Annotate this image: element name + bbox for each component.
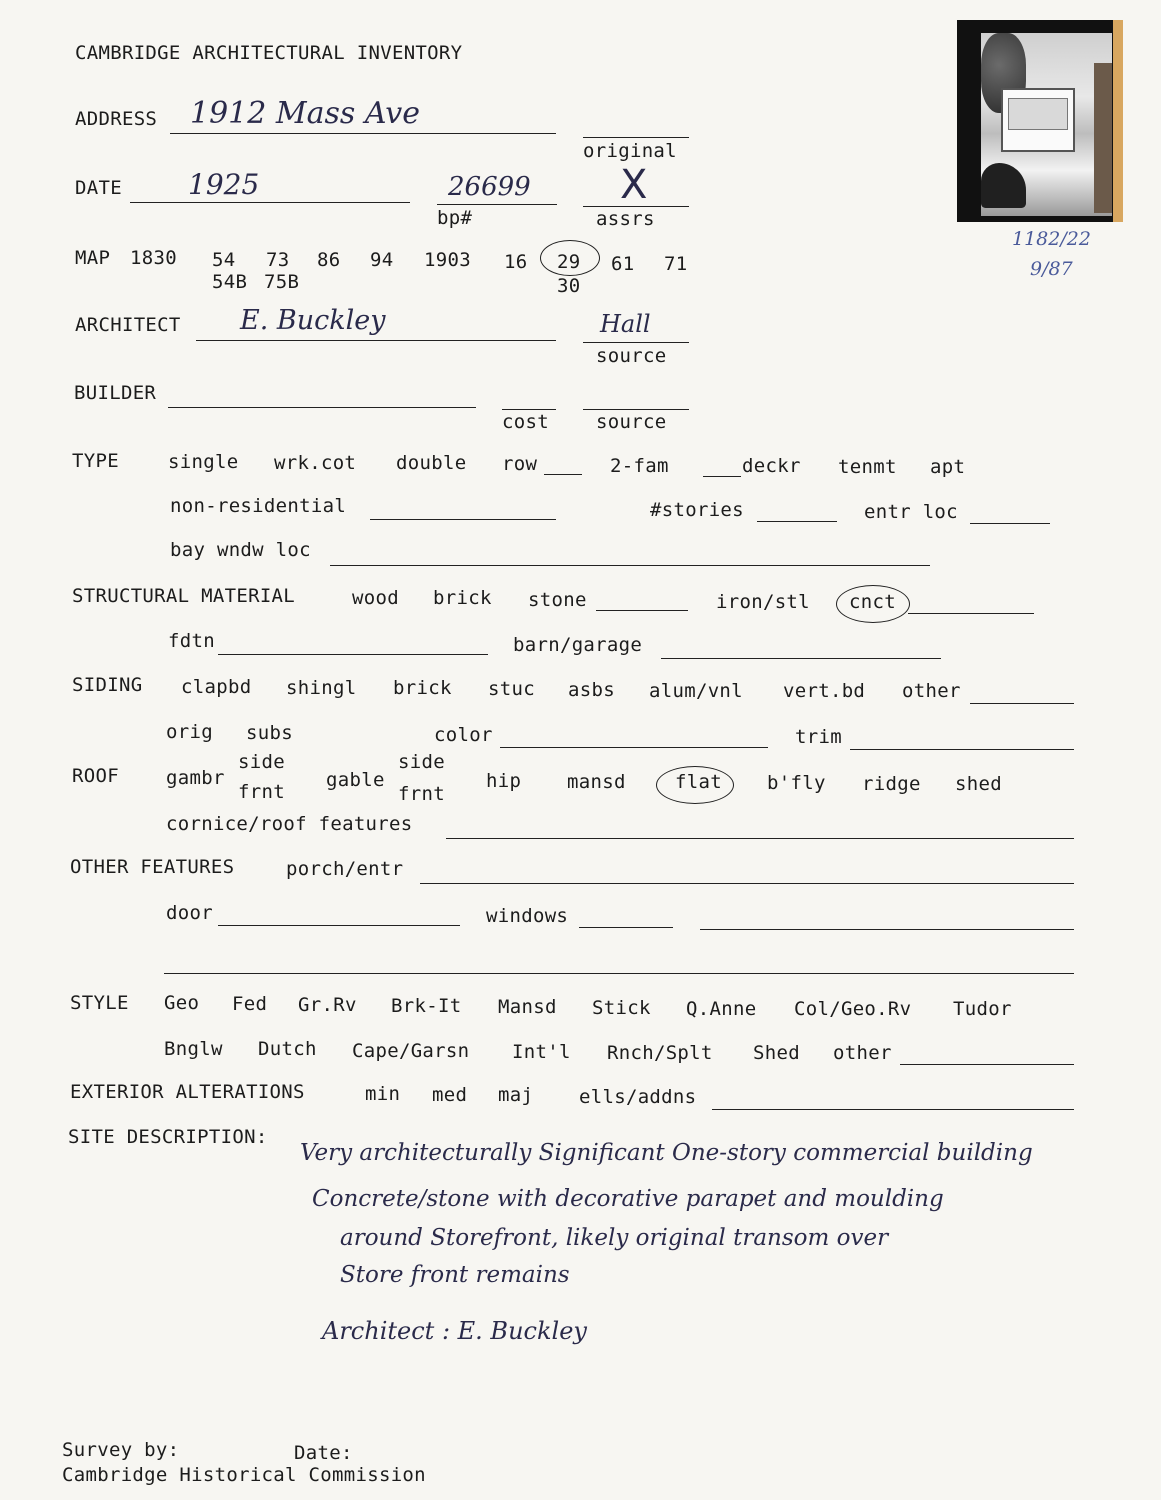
siding-brick: brick — [393, 677, 452, 699]
siding-other-line — [970, 703, 1074, 704]
deckr-line — [703, 476, 741, 477]
type-tenmt: tenmt — [838, 456, 897, 478]
bay-line — [330, 565, 930, 566]
builder-label: BUILDER — [74, 382, 157, 404]
map-year-73: 73 — [266, 249, 290, 271]
style-mansd: Mansd — [498, 996, 557, 1018]
assrs-label: assrs — [596, 208, 655, 230]
color-label: color — [434, 724, 493, 746]
roof-gable-side: side — [398, 751, 445, 773]
barn-line — [661, 658, 941, 659]
roof-label: ROOF — [72, 765, 119, 787]
roof-bfly: b'fly — [767, 772, 826, 794]
ells-line — [712, 1109, 1074, 1110]
style-colgeorv: Col/Geo.Rv — [794, 998, 912, 1020]
assrs-mark: X — [620, 162, 648, 208]
map-year-71: 71 — [664, 253, 688, 275]
bp-value: 26699 — [448, 172, 531, 202]
type-deckr: deckr — [742, 455, 801, 477]
original-label: original — [583, 140, 677, 162]
trim-label: trim — [795, 726, 842, 748]
fdtn-label: fdtn — [168, 630, 215, 652]
door-label: door — [166, 902, 213, 924]
siding-shingl: shingl — [286, 677, 357, 699]
roof-hip: hip — [486, 770, 522, 792]
builder-line — [168, 407, 476, 408]
address-label: ADDRESS — [75, 108, 158, 130]
roof-gable: gable — [326, 769, 385, 791]
siding-clapbd: clapbd — [181, 676, 252, 698]
other-features-line — [164, 973, 1074, 974]
map-label: MAP — [75, 247, 111, 269]
siding-asbs: asbs — [568, 679, 615, 701]
architect-value: E. Buckley — [240, 305, 386, 336]
roof-gambr: gambr — [166, 767, 225, 789]
siding-orig: orig — [166, 721, 213, 743]
builder-source-label: source — [596, 411, 667, 433]
style-bnglw: Bnglw — [164, 1038, 223, 1060]
trim-line — [850, 749, 1074, 750]
color-line — [500, 747, 768, 748]
structural-brick: brick — [433, 587, 492, 609]
type-single: single — [168, 451, 239, 473]
map-year-54: 54 — [212, 249, 236, 271]
siding-subs: subs — [246, 722, 293, 744]
style-intl: Int'l — [512, 1041, 571, 1063]
site-line-3: around Storefront, likely original transom over — [340, 1225, 889, 1251]
photo-note-1: 1182/22 — [1012, 228, 1091, 250]
style-dutch: Dutch — [258, 1038, 317, 1060]
ext-alt-med: med — [432, 1084, 468, 1106]
style-other-line — [900, 1064, 1074, 1065]
ext-alt-min: min — [365, 1083, 401, 1105]
style-brkit: Brk-It — [391, 995, 462, 1017]
stone-line — [596, 610, 688, 611]
building-photo — [957, 20, 1113, 222]
style-fed: Fed — [232, 993, 268, 1015]
bay-label: bay wndw loc — [170, 539, 311, 561]
windows-line-2 — [700, 929, 1074, 930]
cornice-label: cornice/roof features — [166, 813, 413, 835]
site-line-4: Store front remains — [340, 1262, 570, 1288]
style-shed: Shed — [753, 1042, 800, 1064]
entr-loc-line — [970, 523, 1050, 524]
porch-line — [420, 883, 1074, 884]
style-cape: Cape/Garsn — [352, 1040, 470, 1062]
fdtn-line — [218, 654, 488, 655]
door-line — [218, 925, 460, 926]
style-geo: Geo — [164, 992, 200, 1014]
photo-tape — [1113, 20, 1123, 222]
style-tudor: Tudor — [953, 998, 1012, 1020]
structural-iron: iron/stl — [716, 591, 810, 613]
site-line-2: Concrete/stone with decorative parapet and moulding — [312, 1186, 944, 1212]
ext-alt-ells: ells/addns — [579, 1086, 697, 1108]
style-stick: Stick — [592, 997, 651, 1019]
original-line — [583, 137, 689, 138]
type-2-fam: 2-fam — [610, 455, 669, 477]
siding-label: SIDING — [72, 674, 143, 696]
map-year-1903: 1903 — [424, 249, 471, 271]
structural-stone: stone — [528, 589, 587, 611]
type-row: row — [502, 453, 538, 475]
site-line-1: Very architecturally Significant One-story commercial building — [300, 1140, 1033, 1166]
architect-source-label: source — [596, 345, 667, 367]
nonres-line — [370, 519, 556, 520]
type-double: double — [396, 452, 467, 474]
builder-source-line — [583, 409, 689, 410]
site-line-5: Architect : E. Buckley — [322, 1317, 587, 1345]
bp-line — [437, 204, 557, 205]
stories-label: #stories — [650, 499, 744, 521]
stories-line — [757, 521, 837, 522]
map-sub-54b: 54B — [212, 271, 248, 293]
date-label: DATE — [75, 177, 122, 199]
style-other: other — [833, 1042, 892, 1064]
siding-vert: vert.bd — [783, 680, 866, 702]
roof-gambr-side: side — [238, 751, 285, 773]
ext-alt-maj: maj — [498, 1084, 534, 1106]
architect-line — [196, 340, 556, 341]
map-year-29: 29 — [557, 251, 581, 273]
cnct-circle — [836, 585, 910, 623]
ext-alt-label: EXTERIOR ALTERATIONS — [70, 1081, 305, 1103]
map-29-circle — [540, 240, 600, 276]
architect-source-value: Hall — [600, 310, 651, 338]
style-label: STYLE — [70, 992, 129, 1014]
windows-label: windows — [486, 905, 569, 927]
siding-other: other — [902, 680, 961, 702]
structural-cnct: cnct — [849, 591, 896, 613]
map-sub-75b: 75B — [264, 271, 300, 293]
structural-label: STRUCTURAL MATERIAL — [72, 585, 296, 607]
entr-loc-label: entr loc — [864, 501, 958, 523]
photo-note-2: 9/87 — [1030, 258, 1073, 280]
cost-label: cost — [502, 411, 549, 433]
style-rnch: Rnch/Splt — [607, 1042, 713, 1064]
address-value: 1912 Mass Ave — [190, 96, 420, 131]
roof-ridge: ridge — [862, 773, 921, 795]
other-features-label: OTHER FEATURES — [70, 856, 235, 878]
map-year-1830: 1830 — [130, 247, 177, 269]
roof-flat: flat — [675, 771, 722, 793]
cost-line — [502, 409, 556, 410]
roof-gambr-frnt: frnt — [238, 781, 285, 803]
architect-label: ARCHITECT — [75, 314, 181, 336]
architect-source-line — [583, 342, 689, 343]
porch-label: porch/entr — [286, 858, 404, 880]
nonres-label: non-residential — [170, 495, 347, 517]
date-value: 1925 — [188, 168, 260, 201]
windows-line-1 — [579, 927, 673, 928]
roof-mansd: mansd — [567, 771, 626, 793]
form-title: CAMBRIDGE ARCHITECTURAL INVENTORY — [75, 42, 463, 64]
map-sub-30: 30 — [557, 275, 581, 297]
map-year-86: 86 — [317, 249, 341, 271]
site-label: SITE DESCRIPTION: — [68, 1126, 268, 1148]
siding-stuc: stuc — [488, 678, 535, 700]
structural-wood: wood — [352, 587, 399, 609]
roof-gable-frnt: frnt — [398, 783, 445, 805]
map-year-94: 94 — [370, 249, 394, 271]
row-line — [544, 474, 582, 475]
type-wrk-cot: wrk.cot — [274, 452, 357, 474]
style-qanne: Q.Anne — [686, 998, 757, 1020]
survey-date-label: Date: — [294, 1442, 353, 1464]
cornice-line — [446, 838, 1074, 839]
roof-shed: shed — [955, 773, 1002, 795]
map-year-16: 16 — [504, 251, 528, 273]
siding-alum: alum/vnl — [649, 680, 743, 702]
commission-label: Cambridge Historical Commission — [62, 1464, 426, 1486]
bp-label: bp# — [437, 207, 473, 229]
address-line — [170, 133, 556, 134]
date-line — [130, 202, 410, 203]
map-year-61: 61 — [611, 253, 635, 275]
survey-label: Survey by: — [62, 1439, 180, 1461]
type-apt: apt — [930, 456, 966, 478]
barn-label: barn/garage — [513, 634, 643, 656]
style-grrv: Gr.Rv — [298, 994, 357, 1016]
cnct-line — [908, 613, 1034, 614]
type-label: TYPE — [72, 450, 119, 472]
flat-circle — [656, 766, 734, 804]
